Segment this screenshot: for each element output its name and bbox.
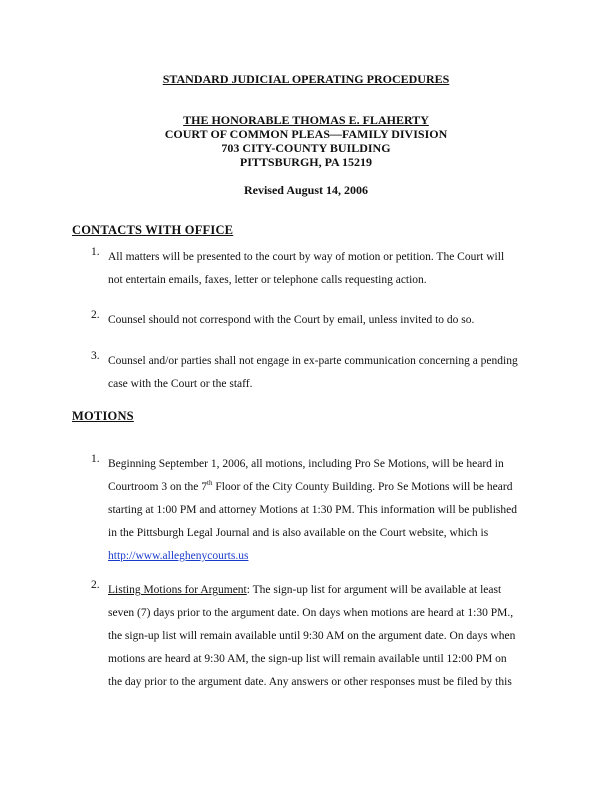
list-item-number: 3.	[91, 350, 100, 362]
court-website-link[interactable]: http://www.alleghenycourts.us	[108, 550, 249, 562]
section-heading-contacts: CONTACTS WITH OFFICE	[72, 223, 234, 237]
list-item-text: the day prior to the argument date. Any answers or other responses must be filed by this	[108, 676, 512, 688]
list-item-text: Counsel and/or parties shall not engage in ex-parte communication concerning a pending	[108, 355, 518, 367]
list-item-number: 1.	[91, 246, 100, 258]
section-heading-motions: MOTIONS	[72, 409, 134, 423]
address-line-1: 703 CITY-COUNTY BUILDING	[221, 141, 391, 155]
list-item-text: the sign-up list will remain available until 9:30 AM on the argument date. On days when	[108, 630, 516, 642]
list-item	[91, 309, 551, 332]
list-item-text: Beginning September 1, 2006, all motions, including Pro Se Motions, will be heard in	[108, 458, 504, 470]
revised-date: Revised August 14, 2006	[243, 183, 368, 197]
list-item	[91, 350, 551, 396]
list-item-number: 2.	[91, 579, 100, 591]
list-item	[91, 579, 551, 694]
list-item-text: not entertain emails, faxes, letter or telephone calls requesting action.	[108, 274, 427, 286]
list-item-text: Counsel should not correspond with the Court by email, unless invited to do so.	[108, 314, 475, 326]
list-item-text: in the Pittsburgh Legal Journal and is also available on the Court website, which is	[108, 527, 489, 539]
list-item-text: seven (7) days prior to the argument date. On days when motions are heard at 1:30 PM.,	[108, 607, 514, 619]
list-item-text: All matters will be presented to the court by way of motion or petition. The Court will	[108, 251, 505, 263]
document-title: STANDARD JUDICIAL OPERATING PROCEDURES	[162, 72, 450, 86]
list-item-text: starting at 1:00 PM and attorney Motions at 1:30 PM. This information will be published	[108, 504, 517, 516]
list-item-text: Courtroom 3 on the 7th Floor of the City County Building. Pro Se Motions will be heard	[108, 479, 513, 493]
list-item-text: case with the Court or the staff.	[108, 378, 253, 390]
list-item-number: 2.	[91, 309, 100, 321]
subsection-label: Listing Motions for Argument	[108, 584, 247, 596]
list-item-number: 1.	[91, 453, 100, 465]
list-item	[91, 453, 551, 568]
list-item	[91, 246, 551, 292]
list-item-text: motions are heard at 9:30 AM, the sign-up list will remain available until 12:00 PM on	[108, 653, 507, 665]
list-item-text: Listing Motions for Argument: The sign-up list for argument will be available at least	[108, 584, 502, 596]
address-line-2: PITTSBURGH, PA 15219	[239, 155, 373, 169]
court-name: COURT OF COMMON PLEAS—FAMILY DIVISION	[164, 127, 448, 141]
judge-name: THE HONORABLE THOMAS E. FLAHERTY	[183, 113, 429, 127]
